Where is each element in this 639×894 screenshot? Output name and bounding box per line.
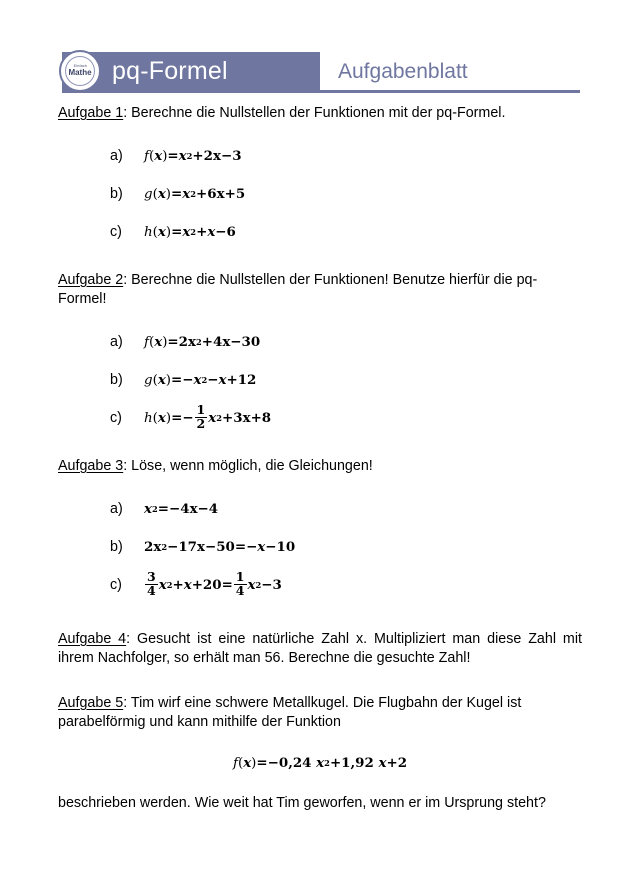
formula-1b: g ( x ) = x 2 + 6 x + 5: [144, 186, 246, 202]
item-letter: a): [110, 148, 123, 164]
task-2-heading: [58, 271, 582, 309]
header-rule: [62, 90, 580, 93]
logo-badge: [59, 50, 101, 92]
task-3-heading: [58, 457, 582, 476]
item-letter: a): [110, 334, 123, 350]
task-3-items: [58, 490, 582, 604]
list-item: [58, 528, 582, 566]
task-4-label: Aufgabe 4: [58, 631, 127, 647]
item-letter: b): [110, 186, 123, 202]
item-letter: b): [110, 539, 123, 555]
list-item: [58, 566, 582, 604]
task-4-heading: [58, 630, 582, 668]
formula-2c: h ( x ) = − $\frac{1}{2}$ x 2 + 3 x + 8: [144, 401, 272, 431]
worksheet-content: [58, 104, 582, 813]
item-letter: c): [110, 224, 122, 240]
task-1-label: Aufgabe 1: [58, 105, 124, 121]
task-2-text: : Berechne die Nullstellen der Funktionen! Benutze hierfür die pq-Formel!: [58, 272, 538, 307]
formula-1a: f ( x ) = x 2 + 2 x − 3: [144, 148, 242, 164]
task-2-label: Aufgabe 2: [58, 272, 124, 288]
item-letter: b): [110, 372, 123, 388]
task-5-heading: [58, 694, 582, 732]
task-4-text: : Gesucht ist eine natürliche Zahl x. Multipliziert man diese Zahl mit ihrem Nachfolger, so erhält man 56. Berechne die gesuchte Zahl!: [58, 631, 582, 666]
list-item: [58, 490, 582, 528]
task-3-text: : Löse, wenn möglich, die Gleichungen!: [123, 458, 373, 474]
task-1-text: : Berechne die Nullstellen der Funktionen mit der pq-Formel.: [123, 105, 506, 121]
fraction-three-quarters: $\frac{3}{4}$: [147, 568, 156, 598]
formula-3a: x 2 = − 4 x − 4: [144, 501, 219, 517]
task-5-closing-text: beschrieben werden. Wie weit hat Tim geworfen, wenn er im Ursprung steht?: [58, 795, 546, 811]
task-3-label: Aufgabe 3: [58, 458, 124, 474]
formula-3c: $\frac{3}{4}$ x 2 + x + 20 = $\frac{1}{4}$ x 2 − 3: [147, 568, 282, 598]
list-item: [58, 323, 582, 361]
logo-main-text: Mathe: [68, 68, 92, 78]
task-2-items: [58, 323, 582, 437]
item-letter: a): [110, 501, 123, 517]
fraction-one-quarter: $\frac{1}{4}$: [235, 568, 245, 598]
task-1-heading: [58, 104, 582, 123]
item-letter: c): [110, 410, 122, 426]
formula-2b: g ( x ) = − x 2 − x + 12: [144, 372, 257, 388]
formula-3b: 2 x 2 − 17 x − 50 = − x − 10: [144, 539, 296, 555]
task-5-text: : Tim wirf eine schwere Metallkugel. Die Flugbahn der Kugel ist parabelförmig und kann mithilfe der Funktion: [58, 695, 522, 730]
item-letter: c): [110, 577, 122, 593]
list-item: [58, 137, 582, 175]
list-item: [58, 361, 582, 399]
logo-inner-circle: [65, 56, 95, 86]
formula-2a: f ( x ) = 2 x 2 + 4 x − 30: [144, 334, 261, 350]
list-item: [58, 399, 582, 437]
page-subtitle: Aufgabenblatt: [338, 60, 468, 83]
page-header: [0, 52, 639, 96]
list-item: [58, 213, 582, 251]
task-5-label: Aufgabe 5: [58, 695, 124, 711]
task-5-formula-row: [58, 746, 582, 780]
task-1-items: [58, 137, 582, 251]
formula-1c: h ( x ) = x 2 + x − 6: [144, 224, 236, 240]
formula-5: f ( x ) = − 0,24 x 2 + 1,92 x + 2: [232, 755, 408, 771]
fraction-one-half: $\frac{1}{2}$: [196, 401, 206, 431]
logo-top-text: Einfach: [73, 63, 87, 68]
list-item: [58, 175, 582, 213]
page-title: pq-Formel: [112, 57, 228, 85]
